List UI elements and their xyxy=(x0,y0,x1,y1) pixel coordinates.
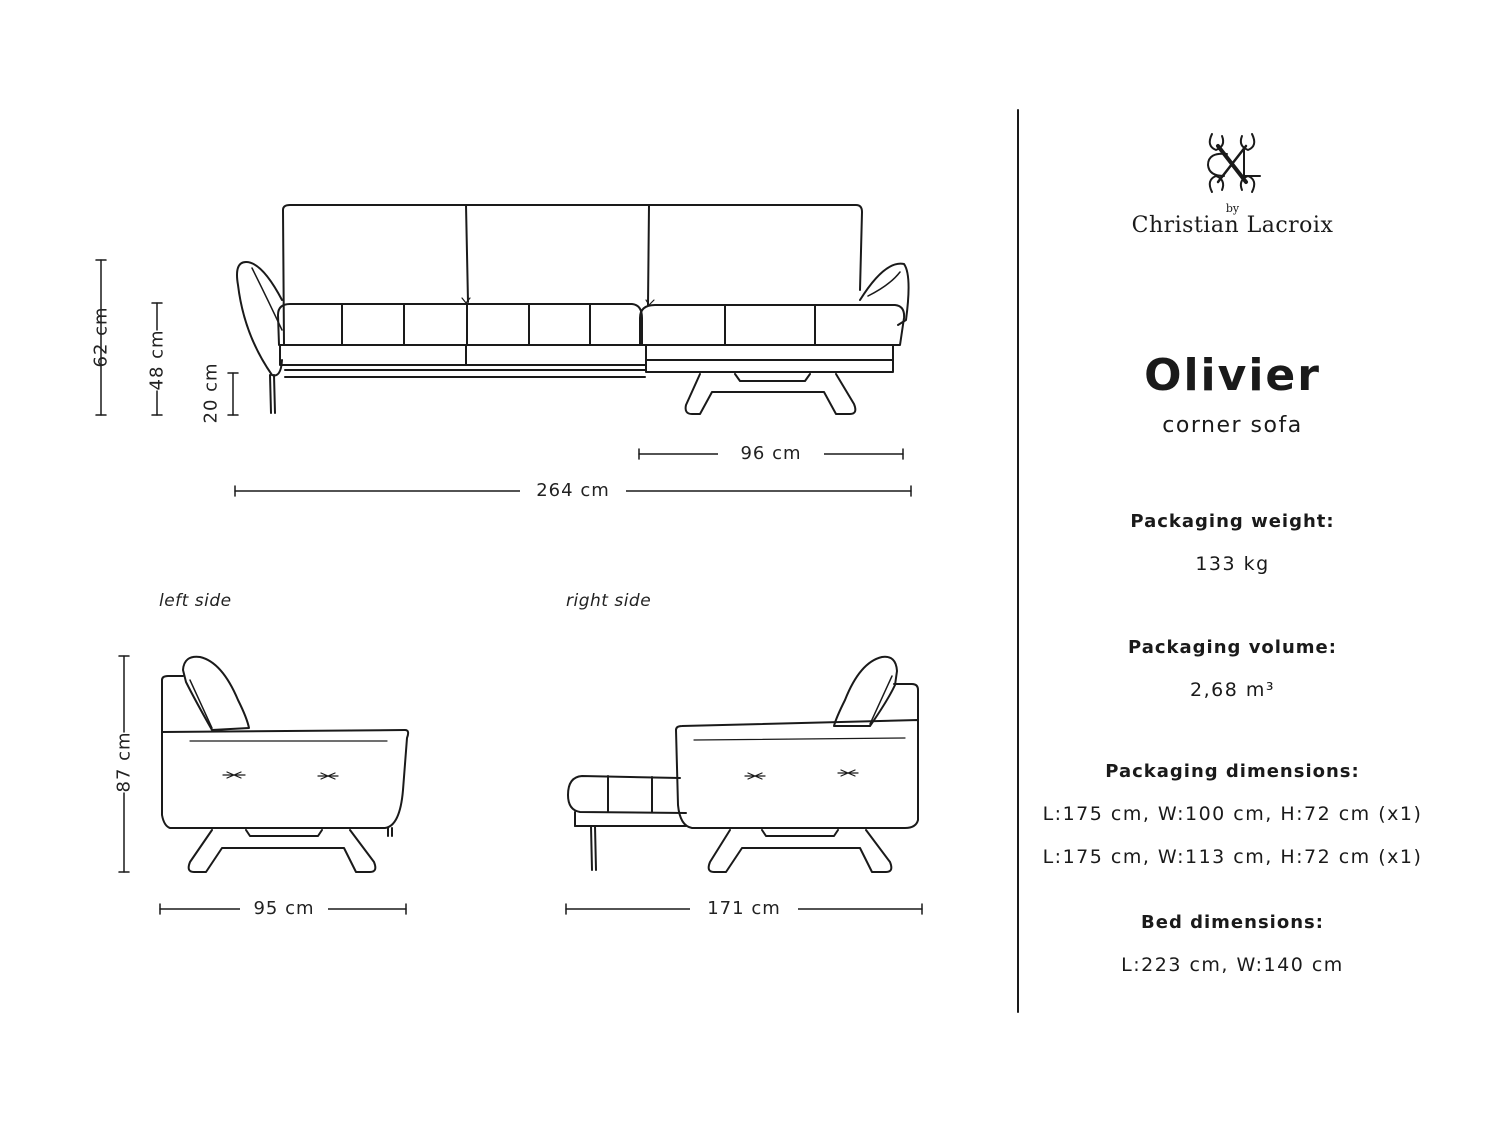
spec-bed-dimensions-value: L:223 cm, W:140 cm xyxy=(1121,954,1344,976)
leg-height-label: 20 cm xyxy=(200,362,222,424)
side-height-label: 87 cm xyxy=(113,731,135,793)
left-side-caption: left side xyxy=(159,591,232,611)
total-height-label: 62 cm xyxy=(90,306,112,368)
right-side-drawing xyxy=(568,657,918,872)
spec-bed-dimensions-label: Bed dimensions: xyxy=(1141,912,1324,933)
front-view-drawing xyxy=(237,205,909,414)
left-side-drawing xyxy=(162,657,408,872)
chaise-width-label: 96 cm xyxy=(718,443,824,464)
product-info-panel xyxy=(1020,100,1445,1020)
spec-volume-label: Packaging volume: xyxy=(1128,637,1337,658)
brand-by: by xyxy=(1225,202,1240,215)
spec-volume-value: 2,68 m³ xyxy=(1190,679,1275,701)
brand-name: Christian Lacroix xyxy=(1131,213,1334,238)
spec-packaging-dimensions-value-2: L:175 cm, W:113 cm, H:72 cm (x1) xyxy=(1042,846,1423,868)
seat-height-label: 48 cm xyxy=(146,329,168,391)
product-name: Olivier xyxy=(1144,350,1321,401)
spec-weight-value: 133 kg xyxy=(1195,553,1270,575)
right-side-depth-label: 171 cm xyxy=(690,898,798,919)
total-width-label: 264 cm xyxy=(520,480,626,501)
right-side-caption: right side xyxy=(566,591,652,611)
spec-packaging-dimensions-value-1: L:175 cm, W:100 cm, H:72 cm (x1) xyxy=(1042,803,1423,825)
spec-weight-label: Packaging weight: xyxy=(1130,511,1335,532)
left-side-depth-label: 95 cm xyxy=(240,898,328,919)
product-type: corner sofa xyxy=(1162,413,1303,438)
spec-packaging-dimensions-label: Packaging dimensions: xyxy=(1105,761,1360,782)
